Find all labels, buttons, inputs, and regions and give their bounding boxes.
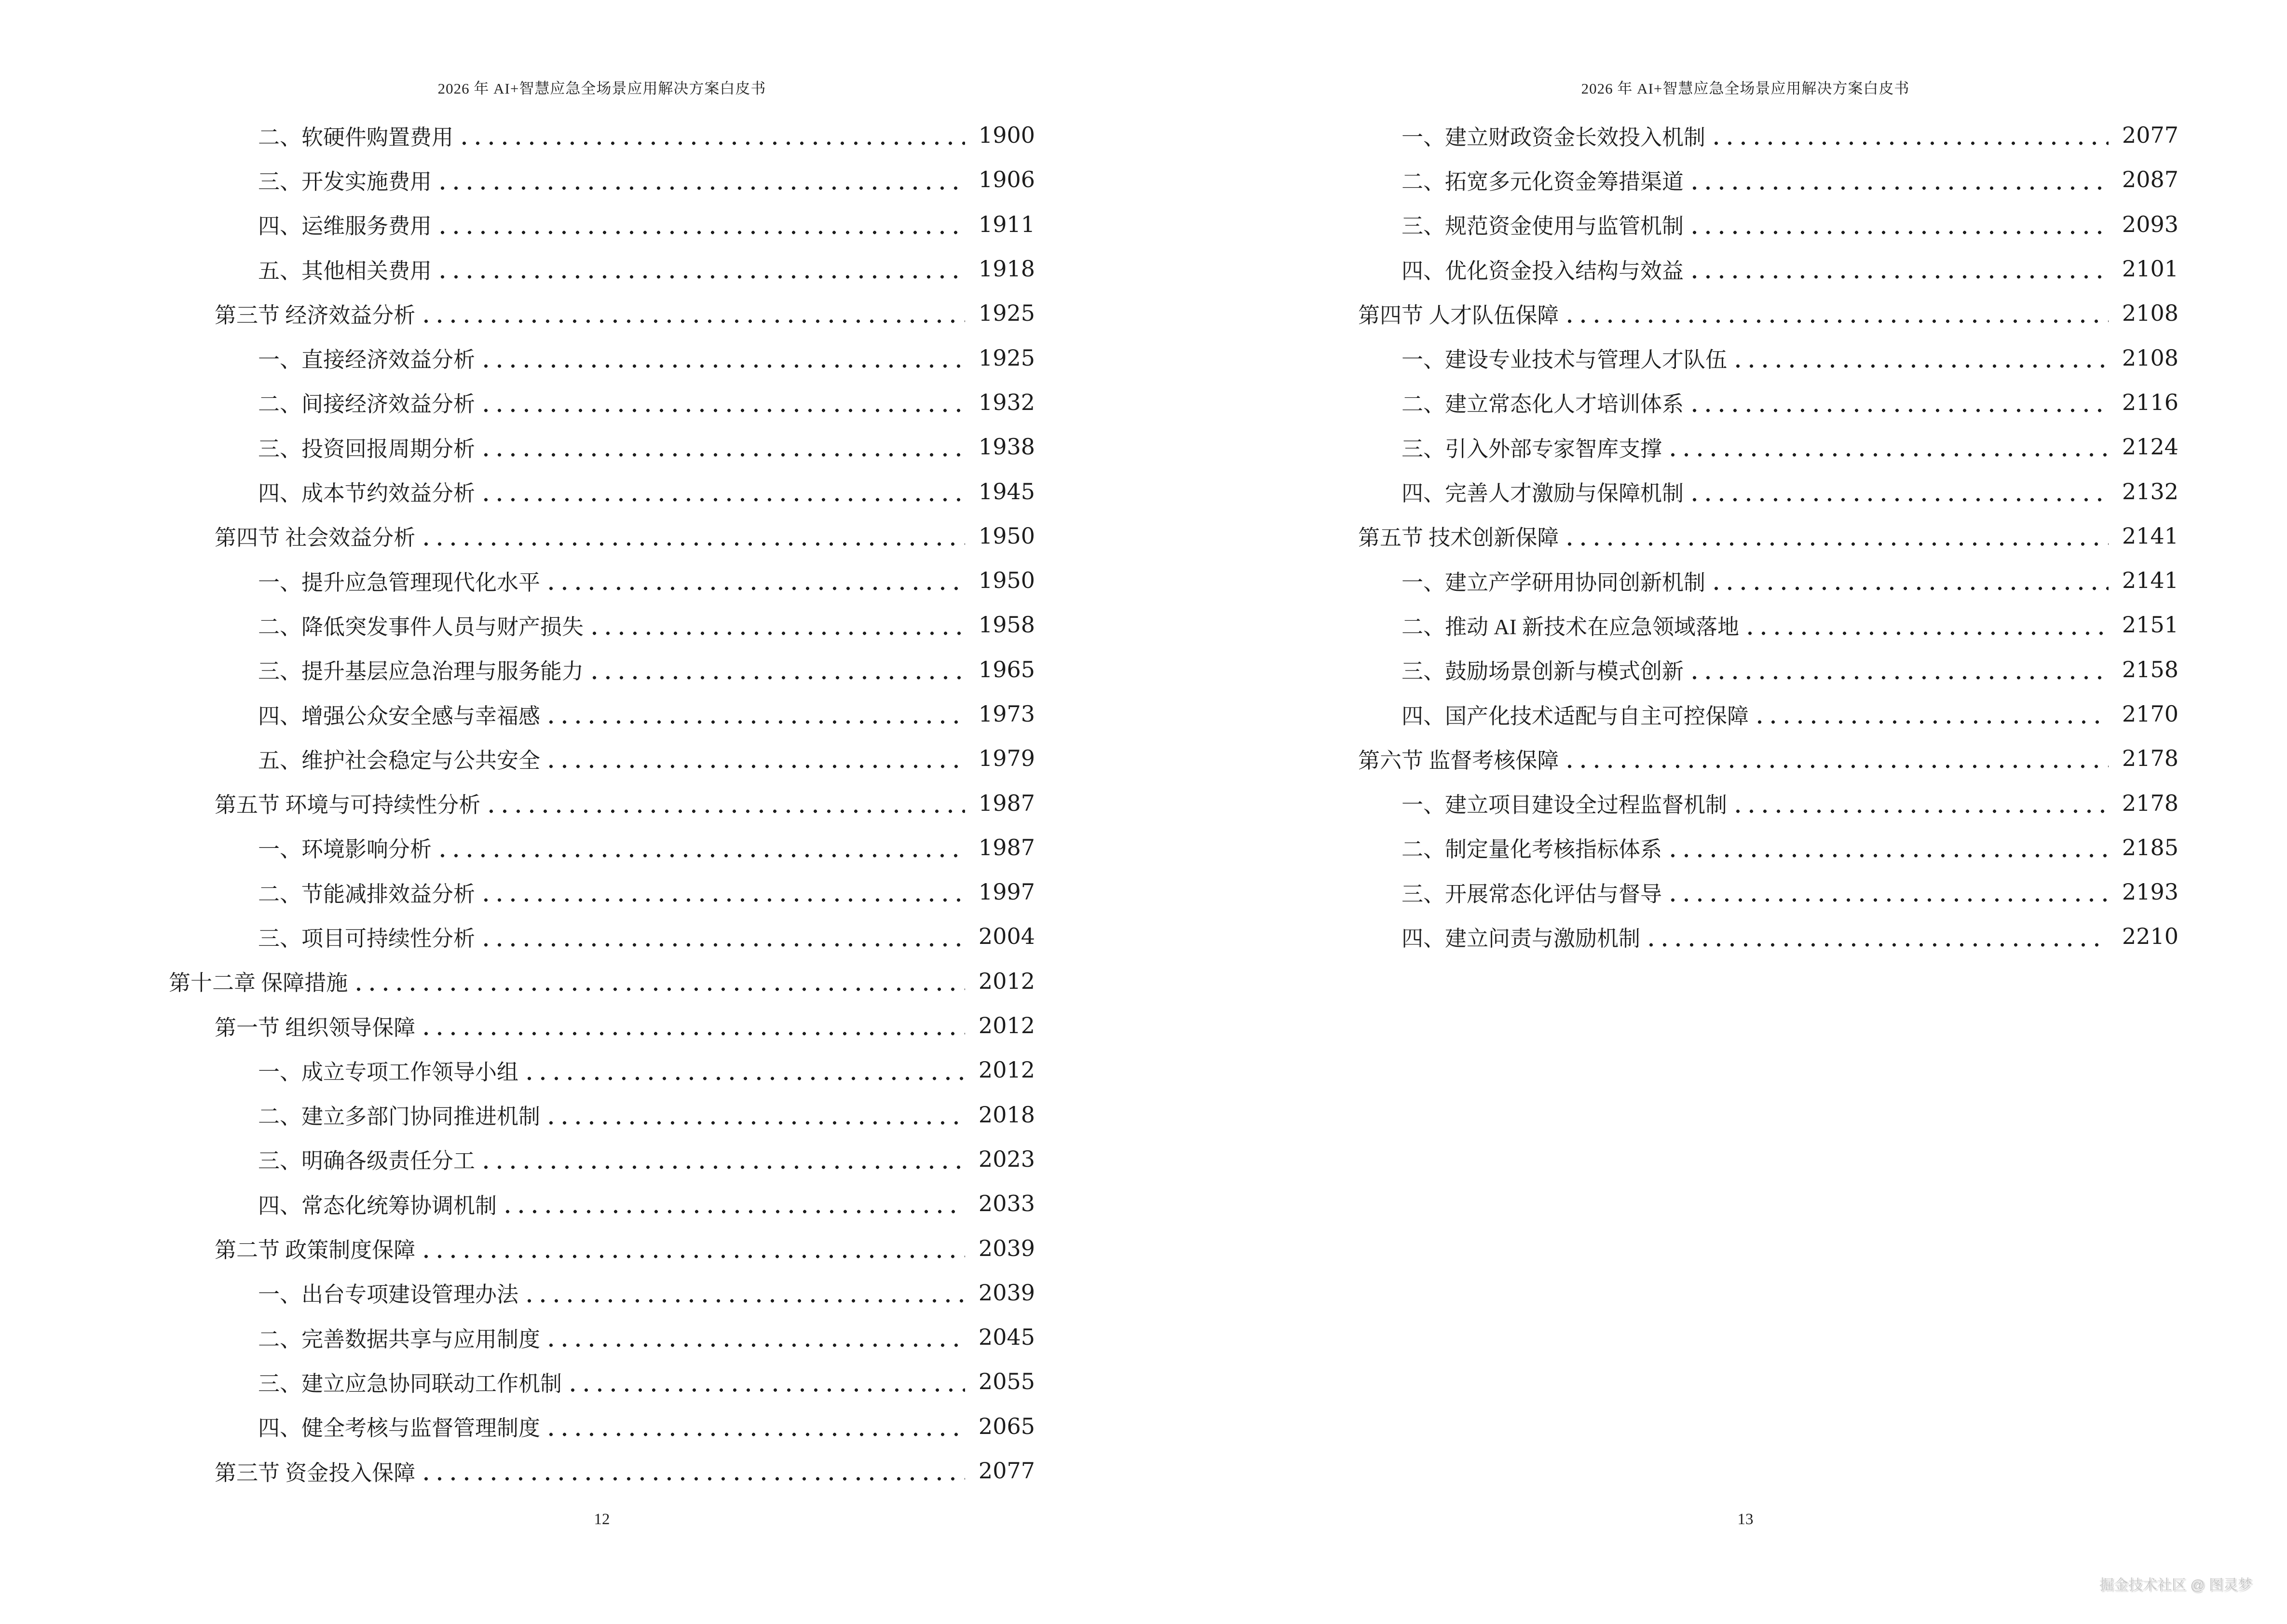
dotted-leader [1736, 364, 2109, 368]
toc-entry[interactable] [169, 1226, 1035, 1270]
toc-entry-page: 1997 [978, 879, 1035, 905]
toc-entry-label: 二、建立多部门协同推进机制 [258, 1105, 541, 1129]
toc-entry[interactable] [1312, 202, 2178, 246]
dotted-leader [1692, 408, 2109, 413]
toc-entry[interactable] [169, 157, 1035, 202]
toc-entry-page: 2158 [2122, 656, 2178, 682]
dotted-leader [592, 675, 965, 680]
toc-entry-page: 2004 [978, 923, 1035, 950]
dotted-leader [424, 319, 965, 324]
toc-entry[interactable] [1312, 602, 2178, 647]
toc-entry-label: 四、建立问责与激励机制 [1402, 926, 1641, 951]
toc-entry-label: 一、建立项目建设全过程监督机制 [1402, 793, 1728, 818]
page-number: 12 [594, 1511, 610, 1528]
toc-entry[interactable] [169, 780, 1035, 825]
toc-entry-label: 二、制定量化考核指标体系 [1402, 837, 1662, 862]
toc-entry[interactable] [169, 870, 1035, 914]
toc-entry-page: 1911 [978, 211, 1035, 237]
toc-entry-label: 四、健全考核与监督管理制度 [258, 1416, 541, 1441]
toc-entry[interactable] [1312, 514, 2178, 558]
dotted-leader [1692, 186, 2109, 191]
toc-entry[interactable] [169, 291, 1035, 335]
dotted-leader [1649, 942, 2109, 947]
dotted-leader [549, 1432, 965, 1437]
toc-entry-label: 三、开展常态化评估与督导 [1402, 882, 1662, 906]
toc-entry-label: 二、降低突发事件人员与财产损失 [258, 614, 584, 639]
toc-entry[interactable] [1312, 246, 2178, 291]
toc-entry[interactable] [169, 1448, 1035, 1493]
toc-entry-page: 1925 [978, 344, 1035, 371]
page-header-title: 2026 年 AI+智慧应急全场景应用解决方案白皮书 [1581, 80, 1910, 97]
toc-entry-page: 2045 [978, 1324, 1035, 1351]
dotted-leader [1567, 542, 2109, 546]
toc-entry[interactable] [169, 1048, 1035, 1092]
toc-entry-page: 2012 [978, 968, 1035, 994]
toc-entry-page: 2108 [2122, 300, 2178, 327]
dotted-leader [424, 542, 965, 546]
toc-entry-label: 三、项目可持续性分析 [258, 926, 476, 951]
toc-entry-label: 一、提升应急管理现代化水平 [258, 570, 541, 595]
toc-entry[interactable] [169, 1270, 1035, 1315]
toc-entry-label: 一、出台专项建设管理办法 [258, 1283, 519, 1307]
toc-entry-page: 2132 [2122, 478, 2178, 505]
toc-entry-page: 2023 [978, 1146, 1035, 1172]
toc-entry-label: 三、开发实施费用 [258, 169, 432, 194]
toc-entry-page: 1925 [978, 300, 1035, 327]
toc-entry[interactable] [169, 202, 1035, 246]
dotted-leader [1671, 898, 2109, 902]
toc-entry-page: 1958 [978, 612, 1035, 638]
toc-entry-label: 一、建设专业技术与管理人才队伍 [1402, 348, 1728, 372]
toc-entry[interactable] [1312, 113, 2178, 157]
toc-entry[interactable] [169, 692, 1035, 736]
dotted-leader [484, 452, 965, 457]
dotted-leader [505, 1209, 965, 1214]
toc-entry-page: 2012 [978, 1012, 1035, 1039]
toc-entry-page: 2124 [2122, 434, 2178, 460]
dotted-leader [440, 230, 965, 235]
toc-entry-page: 2151 [2122, 612, 2178, 638]
dotted-leader [484, 942, 965, 947]
toc-entry-page: 2077 [2122, 122, 2178, 149]
dotted-leader [1692, 274, 2109, 279]
toc-entry[interactable] [169, 380, 1035, 424]
toc-entry-page: 2141 [2122, 567, 2178, 594]
toc-entry-page: 1945 [978, 478, 1035, 505]
toc-entry-label: 四、常态化统筹协调机制 [258, 1193, 497, 1218]
toc-entry-label: 二、节能减排效益分析 [258, 882, 476, 906]
toc-entry[interactable] [1312, 825, 2178, 870]
toc-list-left [169, 113, 1035, 1493]
toc-entry[interactable] [1312, 424, 2178, 469]
dotted-leader [549, 764, 965, 769]
toc-entry[interactable] [169, 1137, 1035, 1181]
toc-entry-page: 2039 [978, 1235, 1035, 1261]
dotted-leader [1692, 497, 2109, 502]
toc-entry-label: 五、其他相关费用 [258, 259, 432, 283]
dotted-leader [1714, 141, 2109, 146]
toc-entry-page: 2087 [2122, 166, 2178, 193]
toc-entry-label: 二、推动 AI 新技术在应急领域落地 [1402, 614, 1739, 639]
toc-entry-label: 三、鼓励场景创新与模式创新 [1402, 659, 1684, 684]
dotted-leader [549, 586, 965, 591]
toc-entry-label: 二、软硬件购置费用 [258, 125, 454, 150]
toc-entry[interactable] [169, 1359, 1035, 1404]
toc-entry-label: 三、提升基层应急治理与服务能力 [258, 659, 584, 684]
toc-entry-page: 2108 [2122, 344, 2178, 371]
toc-entry[interactable] [169, 1003, 1035, 1048]
toc-entry-label: 三、引入外部专家智库支撑 [1402, 437, 1662, 461]
toc-entry-page: 2101 [2122, 256, 2178, 282]
toc-entry[interactable] [169, 113, 1035, 157]
toc-entry-label: 三、建立应急协同联动工作机制 [258, 1371, 562, 1396]
toc-entry-label: 一、环境影响分析 [258, 837, 432, 862]
toc-entry-label: 一、建立财政资金长效投入机制 [1402, 125, 1706, 150]
toc-entry-label: 一、建立产学研用协同创新机制 [1402, 570, 1706, 595]
dotted-leader [484, 898, 965, 902]
toc-entry-label: 四、成本节约效益分析 [258, 481, 476, 506]
toc-entry-label: 四、优化资金投入结构与效益 [1402, 259, 1684, 283]
toc-entry-label: 四、完善人才激励与保障机制 [1402, 481, 1684, 506]
toc-entry-label: 一、成立专项工作领导小组 [258, 1060, 519, 1084]
toc-page-right [1144, 0, 2287, 1624]
toc-entry-page: 1938 [978, 434, 1035, 460]
toc-entry[interactable] [1312, 558, 2178, 602]
toc-entry[interactable] [1312, 870, 2178, 914]
dotted-leader [489, 809, 965, 814]
toc-entry-label: 三、规范资金使用与监管机制 [1402, 214, 1684, 239]
toc-entry-label: 二、间接经济效益分析 [258, 392, 476, 417]
dotted-leader [1714, 586, 2109, 591]
toc-entry-page: 2185 [2122, 834, 2178, 860]
toc-entry[interactable] [1312, 736, 2178, 780]
toc-entry-page: 2178 [2122, 745, 2178, 772]
toc-entry-page: 2055 [978, 1368, 1035, 1395]
toc-entry-label: 四、国产化技术适配与自主可控保障 [1402, 704, 1749, 728]
toc-entry-label: 二、完善数据共享与应用制度 [258, 1327, 541, 1351]
dotted-leader [484, 364, 965, 368]
toc-entry[interactable] [169, 246, 1035, 291]
toc-entry-label: 第三节 资金投入保障 [215, 1460, 416, 1485]
toc-entry-page: 2116 [2122, 389, 2178, 415]
toc-entry[interactable] [169, 1092, 1035, 1137]
toc-entry[interactable] [1312, 692, 2178, 736]
toc-entry-page: 1932 [978, 389, 1035, 415]
dotted-leader [484, 497, 965, 502]
toc-entry[interactable] [169, 1315, 1035, 1359]
toc-entry[interactable] [1312, 469, 2178, 513]
toc-entry[interactable] [169, 335, 1035, 380]
toc-entry[interactable] [169, 558, 1035, 602]
toc-entry-label: 第四节 社会效益分析 [215, 526, 416, 550]
toc-entry-label: 二、建立常态化人才培训体系 [1402, 392, 1684, 417]
toc-entry-page: 2033 [978, 1190, 1035, 1217]
dotted-leader [424, 1476, 965, 1481]
toc-entry-page: 2012 [978, 1057, 1035, 1083]
toc-entry-label: 四、增强公众安全感与幸福感 [258, 704, 541, 728]
toc-entry-page: 1965 [978, 656, 1035, 682]
toc-entry-label: 二、拓宽多元化资金筹措渠道 [1402, 169, 1684, 194]
dotted-leader [549, 1343, 965, 1348]
toc-entry[interactable] [1312, 291, 2178, 335]
toc-entry-page: 1973 [978, 701, 1035, 727]
toc-entry-page: 1950 [978, 567, 1035, 594]
dotted-leader [549, 720, 965, 724]
dotted-leader [1671, 452, 2109, 457]
toc-entry-page: 1950 [978, 522, 1035, 549]
toc-entry-label: 第三节 经济效益分析 [215, 303, 416, 328]
toc-entry-page: 2077 [978, 1458, 1035, 1484]
dotted-leader [484, 408, 965, 413]
dotted-leader [356, 987, 965, 992]
dotted-leader [1567, 319, 2109, 324]
toc-entry[interactable] [1312, 780, 2178, 825]
toc-entry-label: 四、运维服务费用 [258, 214, 432, 239]
dotted-leader [1736, 809, 2109, 814]
toc-entry-label: 三、明确各级责任分工 [258, 1149, 476, 1174]
dotted-leader [424, 1031, 965, 1036]
toc-entry[interactable] [1312, 157, 2178, 202]
dotted-leader [1692, 230, 2109, 235]
dotted-leader [571, 1388, 965, 1392]
toc-entry-label: 第二节 政策制度保障 [215, 1238, 416, 1263]
toc-entry-page: 2178 [2122, 790, 2178, 816]
page-header-title: 2026 年 AI+智慧应急全场景应用解决方案白皮书 [437, 80, 766, 97]
dotted-leader [484, 1165, 965, 1170]
toc-entry-label: 三、投资回报周期分析 [258, 437, 476, 461]
toc-entry-page: 2193 [2122, 879, 2178, 905]
toc-entry[interactable] [1312, 380, 2178, 424]
toc-entry[interactable] [169, 825, 1035, 870]
toc-entry-page: 1987 [978, 834, 1035, 860]
toc-entry[interactable] [169, 514, 1035, 558]
toc-entry-page: 1900 [978, 122, 1035, 149]
toc-entry[interactable] [169, 424, 1035, 469]
page-number: 13 [1737, 1511, 1754, 1528]
toc-entry[interactable] [1312, 647, 2178, 692]
toc-entry-page: 1987 [978, 790, 1035, 816]
dotted-leader [527, 1076, 965, 1081]
toc-entry-page: 2170 [2122, 701, 2178, 727]
toc-entry-label: 第一节 组织领导保障 [215, 1015, 416, 1040]
dotted-leader [592, 631, 965, 636]
toc-entry-label: 第六节 监督考核保障 [1358, 748, 1559, 773]
dotted-leader [527, 1298, 965, 1303]
toc-entry-page: 1979 [978, 745, 1035, 772]
toc-entry-page: 2018 [978, 1101, 1035, 1128]
toc-entry[interactable] [169, 736, 1035, 780]
toc-entry-page: 2093 [2122, 211, 2178, 237]
toc-entry[interactable] [169, 647, 1035, 692]
dotted-leader [1567, 764, 2109, 769]
toc-entry-label: 第五节 环境与可持续性分析 [215, 793, 481, 818]
toc-entry[interactable] [169, 469, 1035, 513]
dotted-leader [462, 141, 965, 146]
dotted-leader [1692, 675, 2109, 680]
toc-entry[interactable] [1312, 914, 2178, 958]
toc-entry-label: 第十二章 保障措施 [169, 971, 348, 996]
toc-entry-page: 1906 [978, 166, 1035, 193]
toc-entry-page: 2039 [978, 1279, 1035, 1306]
toc-entry-label: 第五节 技术创新保障 [1358, 526, 1559, 550]
dotted-leader [1748, 631, 2109, 636]
dotted-leader [424, 1254, 965, 1259]
dotted-leader [440, 853, 965, 858]
watermark-text: 掘金技术社区 @ 图灵梦 [2099, 1577, 2252, 1593]
toc-list-right [1312, 113, 2178, 959]
toc-entry-label: 一、直接经济效益分析 [258, 348, 476, 372]
dotted-leader [440, 186, 965, 191]
toc-entry-page: 2141 [2122, 522, 2178, 549]
toc-entry-page: 1918 [978, 256, 1035, 282]
toc-entry[interactable] [169, 602, 1035, 647]
toc-entry[interactable] [169, 959, 1035, 1003]
dotted-leader [440, 274, 965, 279]
toc-entry[interactable] [169, 914, 1035, 958]
toc-entry-page: 2210 [2122, 923, 2178, 950]
toc-entry-page: 2065 [978, 1413, 1035, 1439]
toc-entry[interactable] [169, 1404, 1035, 1448]
dotted-leader [1757, 720, 2109, 724]
toc-entry[interactable] [169, 1181, 1035, 1226]
toc-entry[interactable] [1312, 335, 2178, 380]
dotted-leader [1671, 853, 2109, 858]
toc-entry-label: 五、维护社会稳定与公共安全 [258, 748, 541, 773]
dotted-leader [549, 1120, 965, 1125]
toc-entry-label: 第四节 人才队伍保障 [1358, 303, 1559, 328]
